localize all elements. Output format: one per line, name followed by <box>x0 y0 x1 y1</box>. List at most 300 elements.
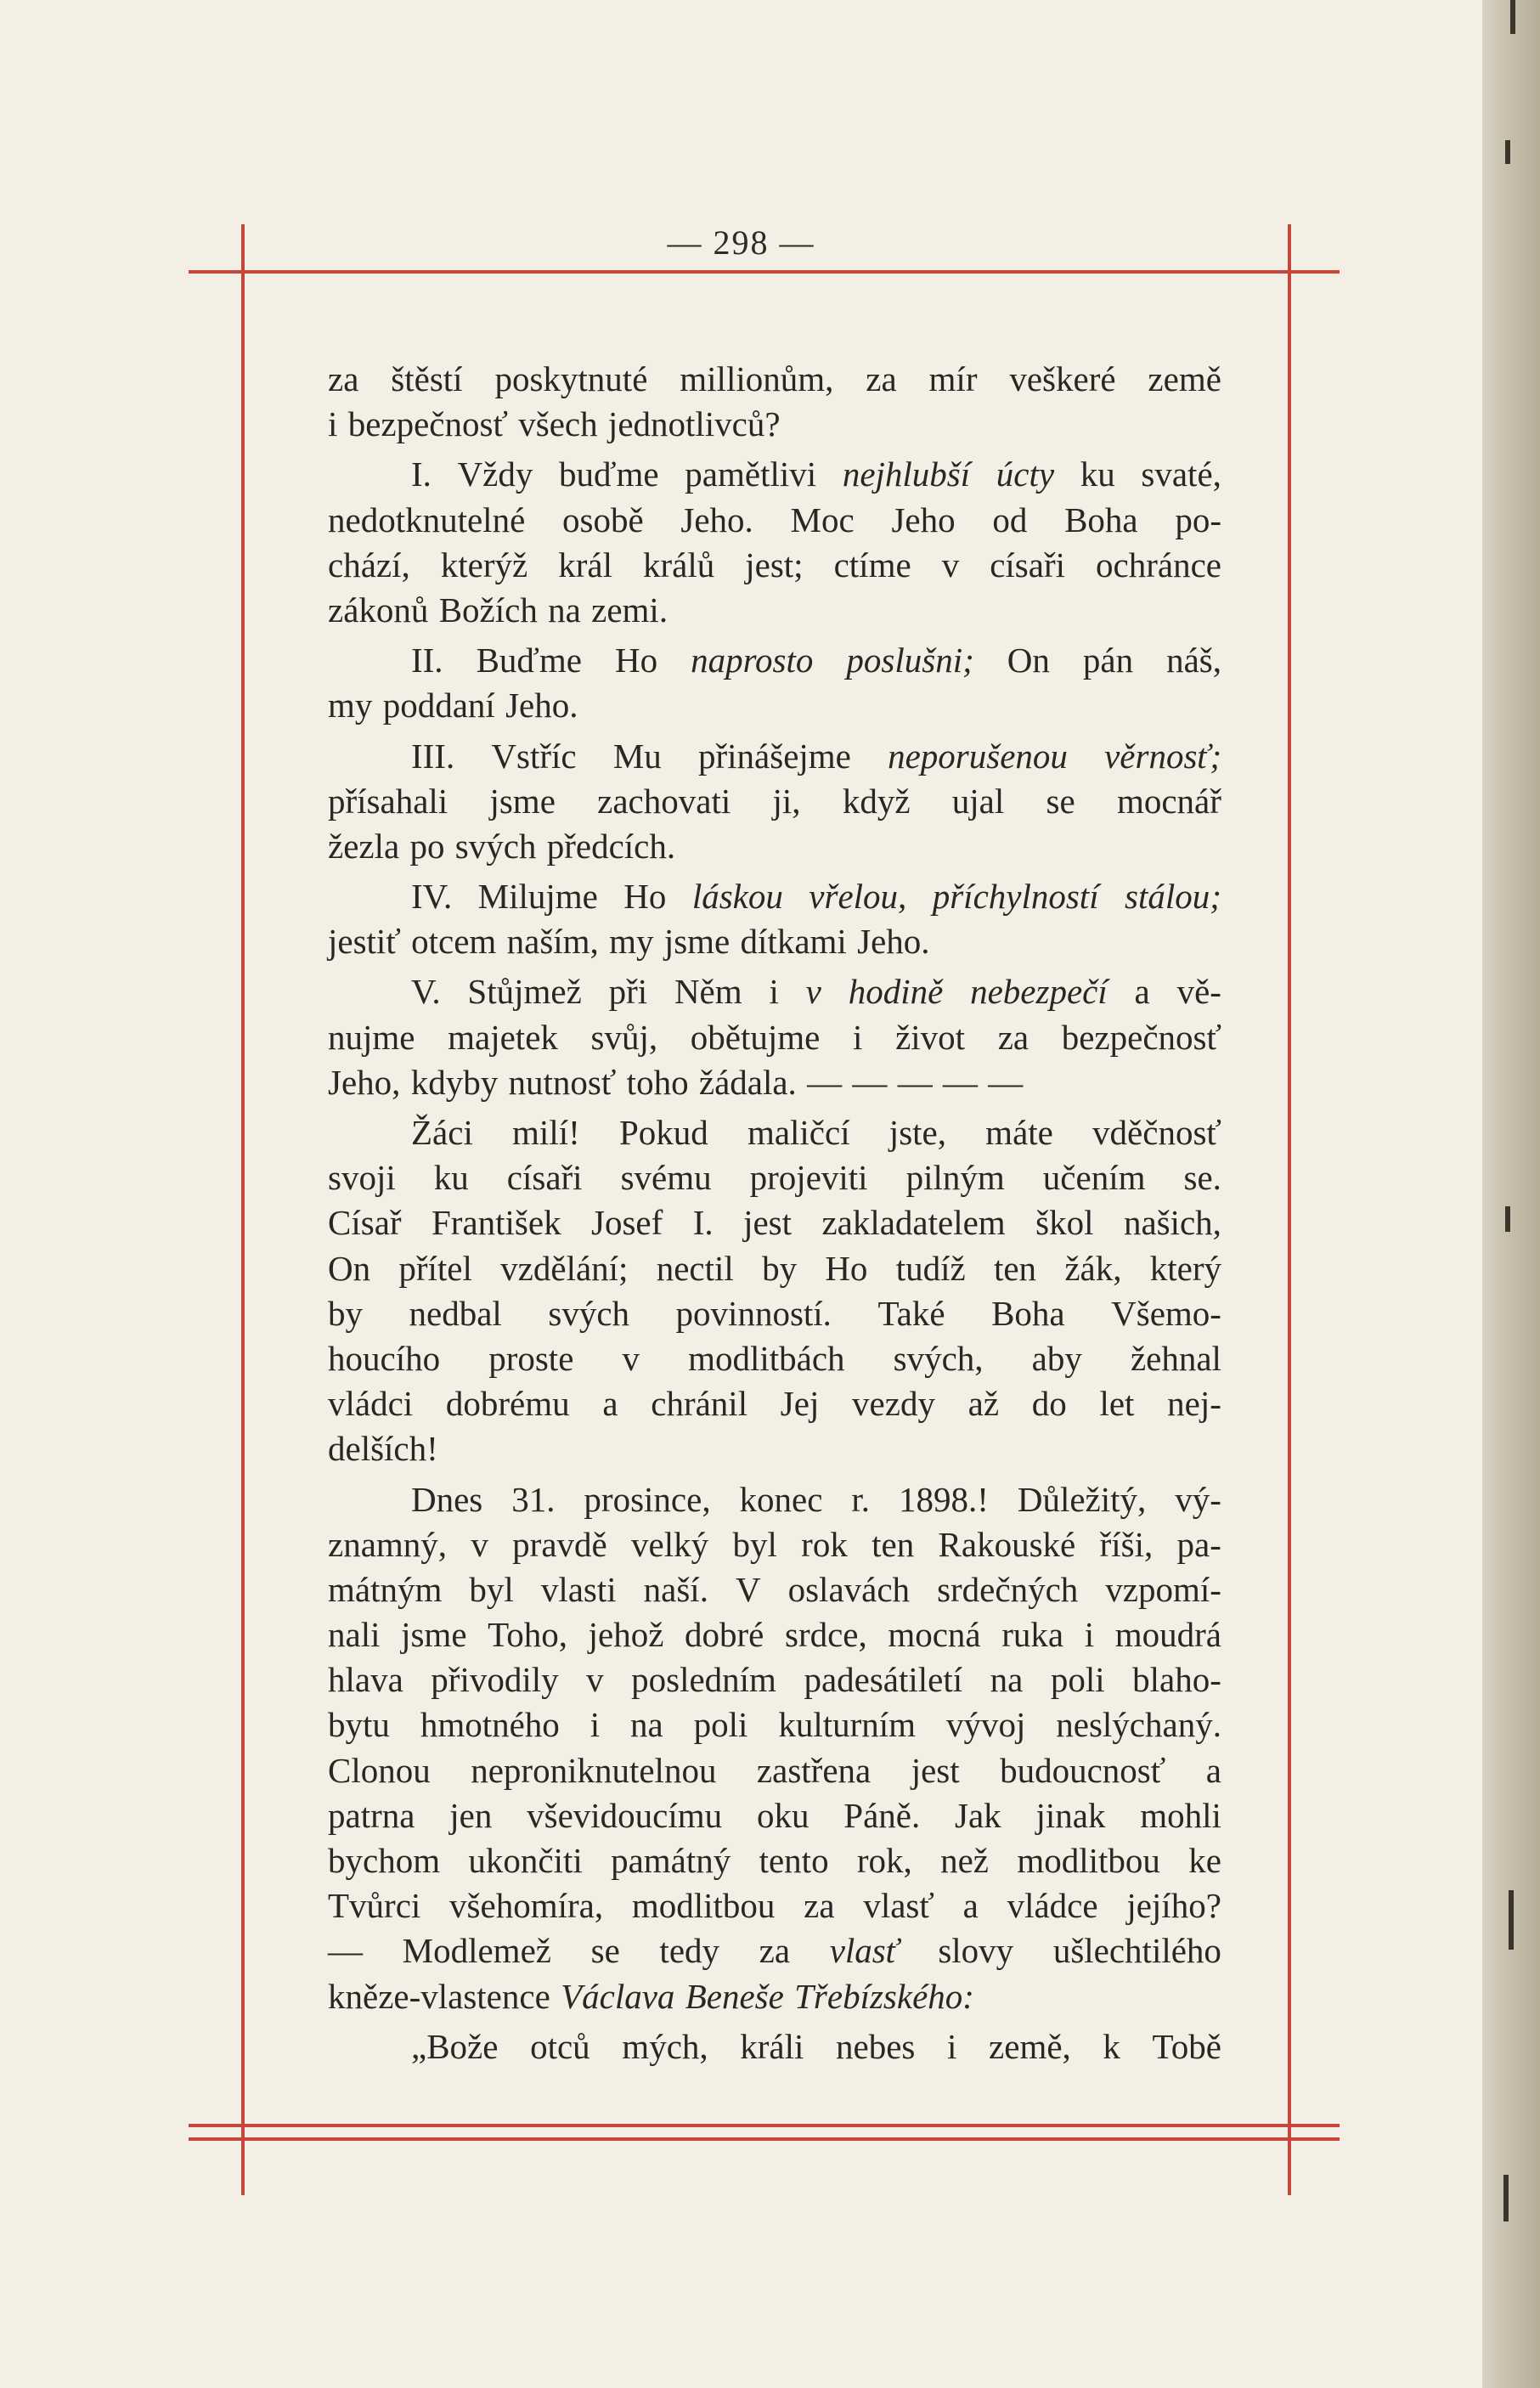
word: otců <box>530 2026 590 2066</box>
word: houcího <box>328 1338 441 1378</box>
word: říši, <box>1099 1524 1154 1564</box>
word: toho <box>626 1062 689 1102</box>
word: ušlechtilého <box>1052 1931 1221 1971</box>
word: modlitbou <box>1017 1841 1160 1880</box>
text-line <box>328 969 1221 1014</box>
word: země, <box>989 2026 1071 2066</box>
word: tedy <box>659 1931 720 1971</box>
word: Ho <box>615 641 658 680</box>
word: škol <box>1035 1203 1094 1243</box>
word: po <box>409 826 445 866</box>
word: vě- <box>1176 972 1221 1012</box>
word: vlasti <box>540 1569 617 1609</box>
word: Ho <box>825 1248 868 1288</box>
text-line <box>328 1928 1221 1973</box>
word: 31. <box>511 1479 556 1519</box>
word: vývoj <box>945 1705 1026 1745</box>
word: mocnář <box>1116 781 1221 821</box>
word: až <box>967 1384 1000 1424</box>
spine-mark-4 <box>1503 2175 1509 2221</box>
word: neporušenou <box>888 736 1068 776</box>
word: vlasť <box>863 1886 934 1926</box>
text-line <box>328 638 1221 683</box>
word: prosince, <box>584 1479 711 1519</box>
word: všech <box>518 404 598 444</box>
text-line <box>328 874 1221 919</box>
word: Ho <box>623 877 667 917</box>
word: dítkami <box>740 922 847 962</box>
text-line <box>328 1612 1221 1657</box>
word: kněze-vlastence <box>328 1976 550 2016</box>
word: konec <box>739 1479 823 1519</box>
word: posledním <box>631 1660 776 1700</box>
word: mohli <box>1140 1795 1221 1835</box>
word: povinností. <box>675 1293 832 1333</box>
word: ji, <box>772 781 801 821</box>
word: na <box>630 1705 663 1745</box>
text-line <box>328 1657 1221 1702</box>
word: žehnal <box>1130 1338 1221 1378</box>
word: Modlemež <box>402 1931 551 1971</box>
text-line <box>328 1155 1221 1200</box>
word: na <box>990 1660 1024 1700</box>
word: r. <box>851 1479 871 1519</box>
word: Také <box>877 1293 945 1333</box>
word: v <box>941 545 960 584</box>
text-line <box>328 1291 1221 1336</box>
text-line <box>328 1748 1221 1793</box>
word: zastřena <box>756 1750 872 1790</box>
word: naší. <box>643 1569 708 1609</box>
word: než <box>940 1841 990 1880</box>
word: otcem <box>411 922 497 962</box>
word: nebes <box>836 2026 916 2066</box>
word: moudrá <box>1114 1615 1221 1655</box>
word: delších! <box>328 1429 438 1469</box>
word: bychom <box>328 1841 441 1880</box>
word: Beneše <box>685 1976 784 2016</box>
word: vezdy <box>852 1384 935 1424</box>
word: Pokud <box>618 1113 708 1152</box>
word: pravdě <box>512 1524 607 1564</box>
word: i <box>769 972 779 1012</box>
text-line <box>328 1060 1221 1105</box>
word: obětujme <box>690 1017 821 1057</box>
word: vševidoucímu <box>527 1795 723 1835</box>
word: přítel <box>398 1248 472 1288</box>
word: v <box>805 972 821 1012</box>
text-line <box>328 779 1221 824</box>
word: Všemo- <box>1111 1293 1221 1333</box>
word: my <box>609 922 654 962</box>
word: život <box>895 1017 966 1057</box>
text-line <box>328 543 1221 588</box>
page-number: — 298 — <box>667 223 815 262</box>
word: vlasť <box>829 1931 899 1971</box>
word: štěstí <box>391 359 463 398</box>
text-line <box>328 1793 1221 1838</box>
text-line <box>328 1883 1221 1928</box>
word: Tvůrci <box>328 1886 421 1926</box>
word: budoucnosť <box>1000 1750 1166 1790</box>
word: vzpomí- <box>1105 1569 1221 1609</box>
word: Žáci <box>411 1113 473 1152</box>
word: III. <box>411 736 455 776</box>
book-spine-edge <box>1482 0 1540 2388</box>
word: poskytnuté <box>494 359 648 398</box>
word: millionům, <box>680 359 834 398</box>
word: svých <box>454 826 537 866</box>
word: osobě <box>562 500 644 539</box>
text-line <box>328 1522 1221 1567</box>
word: žádala. <box>698 1062 797 1102</box>
word: země <box>1148 359 1221 398</box>
word: rok, <box>856 1841 912 1880</box>
word: Clonou <box>328 1750 431 1790</box>
word: svoji <box>328 1158 396 1198</box>
word: Buďme <box>476 641 583 680</box>
word: za <box>759 1931 791 1971</box>
word: I. <box>692 1203 714 1243</box>
word: jinak <box>1035 1795 1106 1835</box>
word: hodině <box>848 972 944 1012</box>
word: nectil <box>656 1248 734 1288</box>
word: od <box>992 500 1028 539</box>
word: vý- <box>1175 1479 1221 1519</box>
word: jste, <box>888 1113 946 1152</box>
word: patrna <box>328 1795 415 1835</box>
word: proste <box>488 1338 574 1378</box>
word: poddaní <box>382 686 495 725</box>
word: nej- <box>1167 1384 1221 1424</box>
word: V. <box>411 972 441 1012</box>
word: Jej <box>780 1384 820 1424</box>
word: Boha <box>1064 500 1138 539</box>
word: modlitbách <box>688 1338 845 1378</box>
word: v <box>471 1524 488 1564</box>
word: císaři <box>506 1158 583 1198</box>
word: pán <box>1082 641 1134 680</box>
word: — <box>328 1931 363 1971</box>
word: Jak <box>955 1795 1001 1835</box>
text-line <box>328 1381 1221 1426</box>
word: i <box>1084 1615 1095 1655</box>
word: projeviti <box>749 1158 868 1198</box>
word: nejhlubší <box>842 454 971 494</box>
word: Vstříc <box>491 736 577 776</box>
word: Tobě <box>1152 2026 1221 2066</box>
word: příchylností <box>932 877 1099 917</box>
word: jednotlivců? <box>607 404 781 444</box>
word: a <box>602 1384 618 1424</box>
word: kterýž <box>440 545 528 584</box>
word: jen <box>449 1795 493 1835</box>
word: bezpečnosť <box>1061 1017 1221 1057</box>
word: dobré <box>685 1615 764 1655</box>
word: nebezpečí <box>970 972 1108 1012</box>
word: při <box>608 972 648 1012</box>
text-line <box>328 1477 1221 1522</box>
word: Božích <box>438 590 538 629</box>
text-line <box>328 357 1221 402</box>
word: vděčnosť <box>1092 1113 1221 1152</box>
word: — <box>943 1062 978 1102</box>
word: velký <box>631 1524 709 1564</box>
word: II. <box>411 641 443 680</box>
word: On <box>328 1248 371 1288</box>
word: jsme <box>663 922 731 962</box>
word: i <box>853 1017 863 1057</box>
word: chránil <box>651 1384 748 1424</box>
word: se <box>1046 781 1075 821</box>
body-text <box>328 357 1221 2069</box>
word: nedbal <box>409 1293 502 1333</box>
word: IV. <box>411 877 453 917</box>
word: vládce <box>1007 1886 1098 1926</box>
word: stálou; <box>1125 877 1221 917</box>
word: kdyby <box>410 1062 499 1102</box>
word: dobrému <box>445 1384 570 1424</box>
word: přivodily <box>431 1660 559 1700</box>
word: — <box>988 1062 1024 1102</box>
word: ku <box>1080 454 1115 494</box>
word: byl <box>469 1569 514 1609</box>
word: jsme <box>489 781 556 821</box>
text-line <box>328 1426 1221 1471</box>
word: Něm <box>674 972 742 1012</box>
word: Jeho. <box>857 922 930 962</box>
word: císaři <box>990 545 1065 584</box>
word: vzdělání; <box>500 1248 629 1288</box>
text-line <box>328 824 1221 869</box>
word: jestiť <box>328 922 401 962</box>
word: byl <box>732 1524 777 1564</box>
word: do <box>1031 1384 1067 1424</box>
text-line <box>328 1200 1221 1245</box>
frame-bottom-rule-1 <box>189 2124 1340 2127</box>
word: i <box>947 2026 957 2066</box>
word: poslušni; <box>846 641 974 680</box>
word: aby <box>1031 1338 1082 1378</box>
text-line <box>328 1838 1221 1883</box>
word: tudíž <box>895 1248 966 1288</box>
word: ukončiti <box>468 1841 583 1880</box>
text-line <box>328 1336 1221 1381</box>
word: oslavách <box>787 1569 911 1609</box>
word: František <box>431 1203 561 1243</box>
spine-mark-1 <box>1505 140 1510 164</box>
word: všehomíra, <box>449 1886 604 1926</box>
text-line <box>328 1974 1221 2019</box>
word: poli <box>1050 1660 1105 1700</box>
word: ten <box>872 1524 915 1564</box>
frame-bottom-rule-2 <box>189 2137 1340 2141</box>
word: se <box>590 1931 620 1971</box>
word: ku <box>433 1158 469 1198</box>
word: mír <box>928 359 978 398</box>
word: chází, <box>328 545 410 584</box>
word: Jeho. <box>505 686 578 725</box>
word: Jeho <box>891 500 956 539</box>
word: blaho- <box>1132 1660 1221 1700</box>
word: zemi. <box>591 590 668 629</box>
word: Josef <box>591 1203 663 1243</box>
word: Moc <box>790 500 855 539</box>
word: Třebízského: <box>794 1976 974 2016</box>
word: učením <box>1042 1158 1146 1198</box>
word: hmotného <box>420 1705 560 1745</box>
word: padesátiletí <box>804 1660 963 1700</box>
spine-mark-top <box>1510 0 1515 34</box>
word: za <box>804 1886 835 1926</box>
word: ujal <box>951 781 1005 821</box>
word: ke <box>1188 1841 1221 1880</box>
word: který <box>1149 1248 1221 1288</box>
word: mátným <box>328 1569 443 1609</box>
word: Císař <box>328 1203 402 1243</box>
word: za <box>997 1017 1029 1057</box>
word: Dnes <box>411 1479 483 1519</box>
spine-mark-3 <box>1509 1890 1514 1950</box>
word: naprosto <box>691 641 814 680</box>
word: rok <box>801 1524 848 1564</box>
word: Jeho, <box>328 1062 401 1102</box>
word: a <box>1134 972 1150 1012</box>
word: ten <box>993 1248 1037 1288</box>
word: vřelou, <box>809 877 907 917</box>
word: a <box>962 1886 979 1926</box>
frame-right-rule <box>1288 224 1291 2195</box>
text-line <box>328 1567 1221 1612</box>
word: v <box>622 1338 640 1378</box>
word: I. <box>411 454 432 494</box>
word: jehož <box>588 1615 664 1655</box>
word: vládci <box>328 1384 414 1424</box>
text-line <box>328 919 1221 964</box>
word: ochránce <box>1096 545 1221 584</box>
text-line <box>328 1015 1221 1060</box>
word: po- <box>1175 500 1221 539</box>
frame-left-rule <box>241 224 245 2195</box>
word: poli <box>693 1705 748 1745</box>
word: mocná <box>888 1615 981 1655</box>
word: veškeré <box>1009 359 1116 398</box>
word: slovy <box>938 1931 1014 1971</box>
word: Stůjmež <box>467 972 582 1012</box>
word: my <box>328 686 373 725</box>
word: Toho, <box>488 1615 568 1655</box>
word: přísahali <box>328 781 448 821</box>
text-line <box>328 1702 1221 1747</box>
word: On <box>1007 641 1050 680</box>
word: kulturním <box>778 1705 917 1745</box>
word: nujme <box>328 1017 415 1057</box>
word: bezpečnosť <box>347 404 508 444</box>
word: věrnosť; <box>1104 736 1221 776</box>
text-line <box>328 734 1221 779</box>
word: mých, <box>622 2026 708 2066</box>
word: jest <box>743 1203 792 1243</box>
word: V <box>735 1569 761 1609</box>
word: bytu <box>328 1705 390 1745</box>
word: neslýchaný. <box>1056 1705 1221 1745</box>
word: žák, <box>1064 1248 1122 1288</box>
word: zakladatelem <box>821 1203 1006 1243</box>
word: Milujme <box>477 877 598 917</box>
word: 1898.! <box>899 1479 989 1519</box>
word: máte <box>985 1113 1053 1152</box>
word: zachovati <box>597 781 731 821</box>
word: nedotknutelné <box>328 500 526 539</box>
word: i <box>328 404 338 444</box>
word: znamný, <box>328 1524 448 1564</box>
word: „Bože <box>411 2026 499 2066</box>
word: nutnosť <box>508 1062 617 1102</box>
word: našich, <box>1123 1203 1221 1243</box>
word: svých, <box>893 1338 984 1378</box>
word: srdečných <box>937 1569 1079 1609</box>
word: milí! <box>512 1113 580 1152</box>
word: by <box>328 1293 363 1333</box>
word: modlitbou <box>631 1886 776 1926</box>
word: Václava <box>561 1976 675 2016</box>
word: Důležitý, <box>1017 1479 1147 1519</box>
word: i <box>589 1705 601 1745</box>
word: za <box>866 359 897 398</box>
word: neproniknutelnou <box>471 1750 717 1790</box>
word: Jeho. <box>680 500 753 539</box>
word: úcty <box>996 454 1055 494</box>
word: ruka <box>1001 1615 1064 1655</box>
word: jest; <box>745 545 804 584</box>
text-line <box>328 1246 1221 1291</box>
word: králi <box>740 2026 804 2066</box>
word: v <box>586 1660 604 1700</box>
word: a <box>1205 1750 1221 1790</box>
word: by <box>762 1248 798 1288</box>
word: památný <box>611 1841 731 1880</box>
word: jest <box>911 1750 960 1790</box>
text-line <box>328 2024 1221 2069</box>
word: oku <box>756 1795 809 1835</box>
word: tento <box>759 1841 829 1880</box>
word: Vždy <box>457 454 533 494</box>
word: svých <box>548 1293 630 1333</box>
word: — <box>807 1062 843 1102</box>
text-line <box>328 1110 1221 1155</box>
word: pilným <box>905 1158 1005 1198</box>
word: za <box>328 359 359 398</box>
word: — <box>852 1062 888 1102</box>
word: král <box>558 545 612 584</box>
word: předcích. <box>546 826 676 866</box>
word: Páně. <box>843 1795 921 1835</box>
text-line <box>328 683 1221 728</box>
word: Rakouské <box>938 1524 1076 1564</box>
word: zákonů <box>328 590 429 629</box>
word: maličcí <box>747 1113 850 1152</box>
word: jsme <box>401 1615 467 1655</box>
word: když <box>842 781 911 821</box>
word: láskou <box>691 877 783 917</box>
word: žezla <box>328 826 400 866</box>
word: let <box>1099 1384 1135 1424</box>
text-line <box>328 402 1221 447</box>
word: náš, <box>1166 641 1221 680</box>
word: ctíme <box>833 545 911 584</box>
word: svému <box>620 1158 712 1198</box>
word: pamětlivi <box>685 454 817 494</box>
